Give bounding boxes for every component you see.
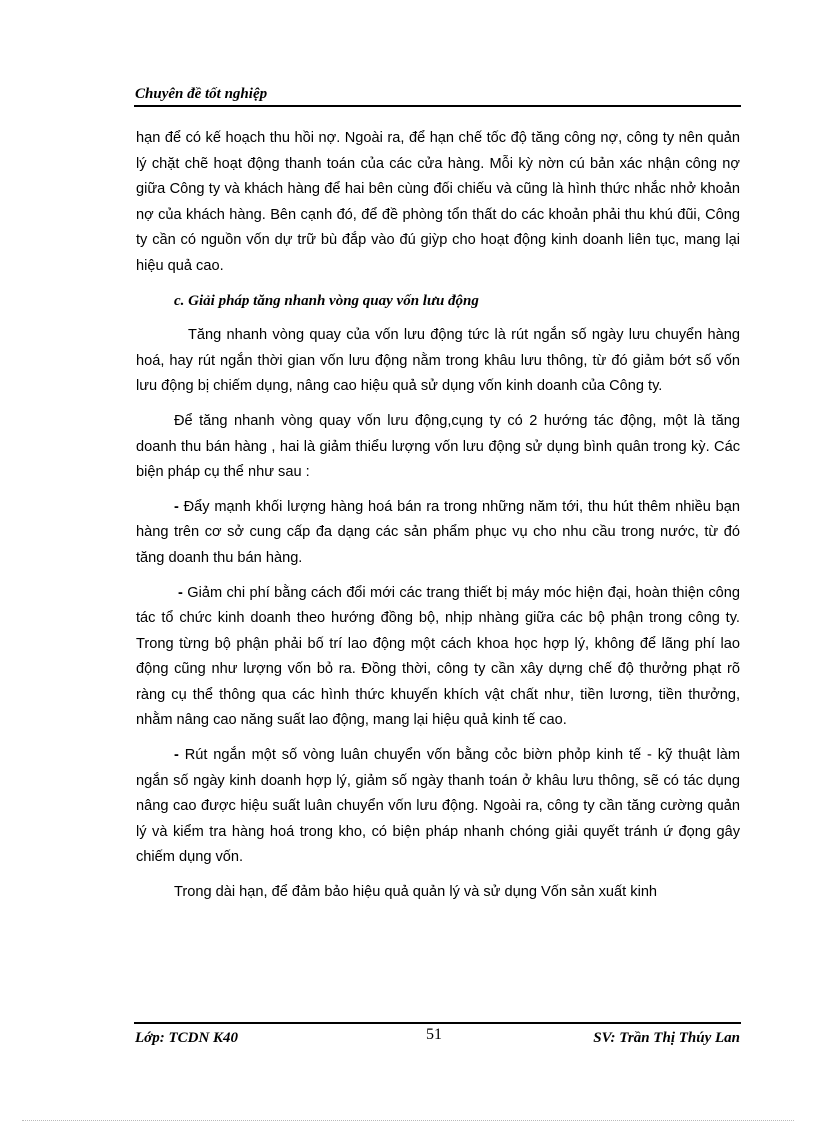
paragraph-1: hạn để có kế hoạch thu hồi nợ. Ngoài ra, để hạn chế tốc độ tăng công nợ, công ty nên quản lý chặt chẽ hoạt động thanh toán của các cửa hàng. Mỗi kỳ nờn cú bản xác nhận công nợ giữa Công ty và khách hàng để hai bên cùng đối chiếu và cũng là hình thức nhắc nhở khoản nợ của khách hàng. Bên cạnh đó, để đề phòng tổn thất do các khoản phải thu khú đũi, Công ty cần có nguồn vốn dự trữ bù đắp vào đú giỳp cho hoạt động kinh doanh liên tục, mang lại hiệu quả cao.	[136, 130, 740, 274]
body-text	[136, 126, 740, 915]
paragraph-2: Tăng nhanh vòng quay của vốn lưu động tức là rút ngắn số ngày lưu chuyển hàng hoá, hay rút ngắn thời gian vốn lưu động nằm trong khâu lưu thông, từ đó giảm bớt số vốn lưu động bị chiếm dụng, nâng cao hiệu quả sử dụng vốn kinh doanh của Công ty.	[136, 327, 740, 395]
paragraph-3: Để tăng nhanh vòng quay vốn lưu động,cụng ty có 2 hướng tác động, một là tăng doanh thu bán hàng , hai là giảm thiểu lượng vốn lưu động sử dụng bình quân trong kỳ. Các biện pháp cụ thể như sau :	[136, 412, 740, 481]
bullet-1	[136, 495, 740, 572]
bullet-3-text: Rút ngắn một số vòng luân chuyển vốn bằng cỏc biờn phỏp kinh tế - kỹ thuật làm ngắn số ngày kinh doanh hợp lý, giảm số ngày thanh toán ở khâu lưu thông, sẽ có tác dụng nâng cao được hiệu suất luân chuyển vốn lưu động. Ngoài ra, công ty cần tăng cường quản lý và kiểm tra hàng hoá trong kho, có biện pháp nhanh chóng giải quyết tránh ứ đọng gây chiếm dụng vốn.	[136, 747, 740, 866]
bullet-3	[136, 743, 740, 871]
footer-student: SV: Trần Thị Thúy Lan	[593, 1030, 740, 1046]
footer-rule	[134, 1022, 741, 1024]
header-title: Chuyên đề tốt nghiệp	[135, 86, 268, 102]
bullet-2	[136, 581, 740, 735]
page-bottom-border	[22, 1120, 794, 1121]
page-number: 51	[426, 1026, 442, 1043]
bullet-dash: -	[174, 747, 179, 764]
bullet-1-text: Đẩy mạnh khối lượng hàng hoá bán ra trong những năm tới, thu hút thêm nhiều bạn hàng trên cơ sở cung cấp đa dạng các sản phẩm phục vụ cho nhu cầu trong nước, từ đó tăng doanh thu bán hàng.	[136, 498, 740, 566]
section-heading-c: c. Giải pháp tăng nhanh vòng quay vốn lưu động	[174, 292, 479, 309]
bullet-dash: -	[174, 498, 179, 515]
bullet-2-text: Giảm chi phí bằng cách đổi mới các trang thiết bị máy móc hiện đại, hoàn thiện công tác tổ chức kinh doanh theo hướng đồng bộ, nhịp nhàng giữa các bộ phận trong công ty. Trong từng bộ phận phải bố trí lao động một cách khoa học hợp lý, không để lãng phí lao động cũng như lượng vốn bỏ ra. Đồng thời, công ty cần xây dựng chế độ thưởng phạt rõ ràng cụ thể thông qua các hình thức khuyến khích vật chất như, tiền lương, tiền thưởng, nhằm nâng cao năng suất lao động, mang lại hiệu quả kinh tế cao.	[136, 584, 740, 729]
bullet-dash: -	[178, 584, 183, 601]
footer-class: Lớp: TCDN K40	[135, 1030, 239, 1046]
paragraph-4: Trong dài hạn, để đảm bảo hiệu quả quản lý và sử dụng Vốn sản xuất kinh	[174, 884, 658, 901]
header-rule	[134, 105, 741, 107]
